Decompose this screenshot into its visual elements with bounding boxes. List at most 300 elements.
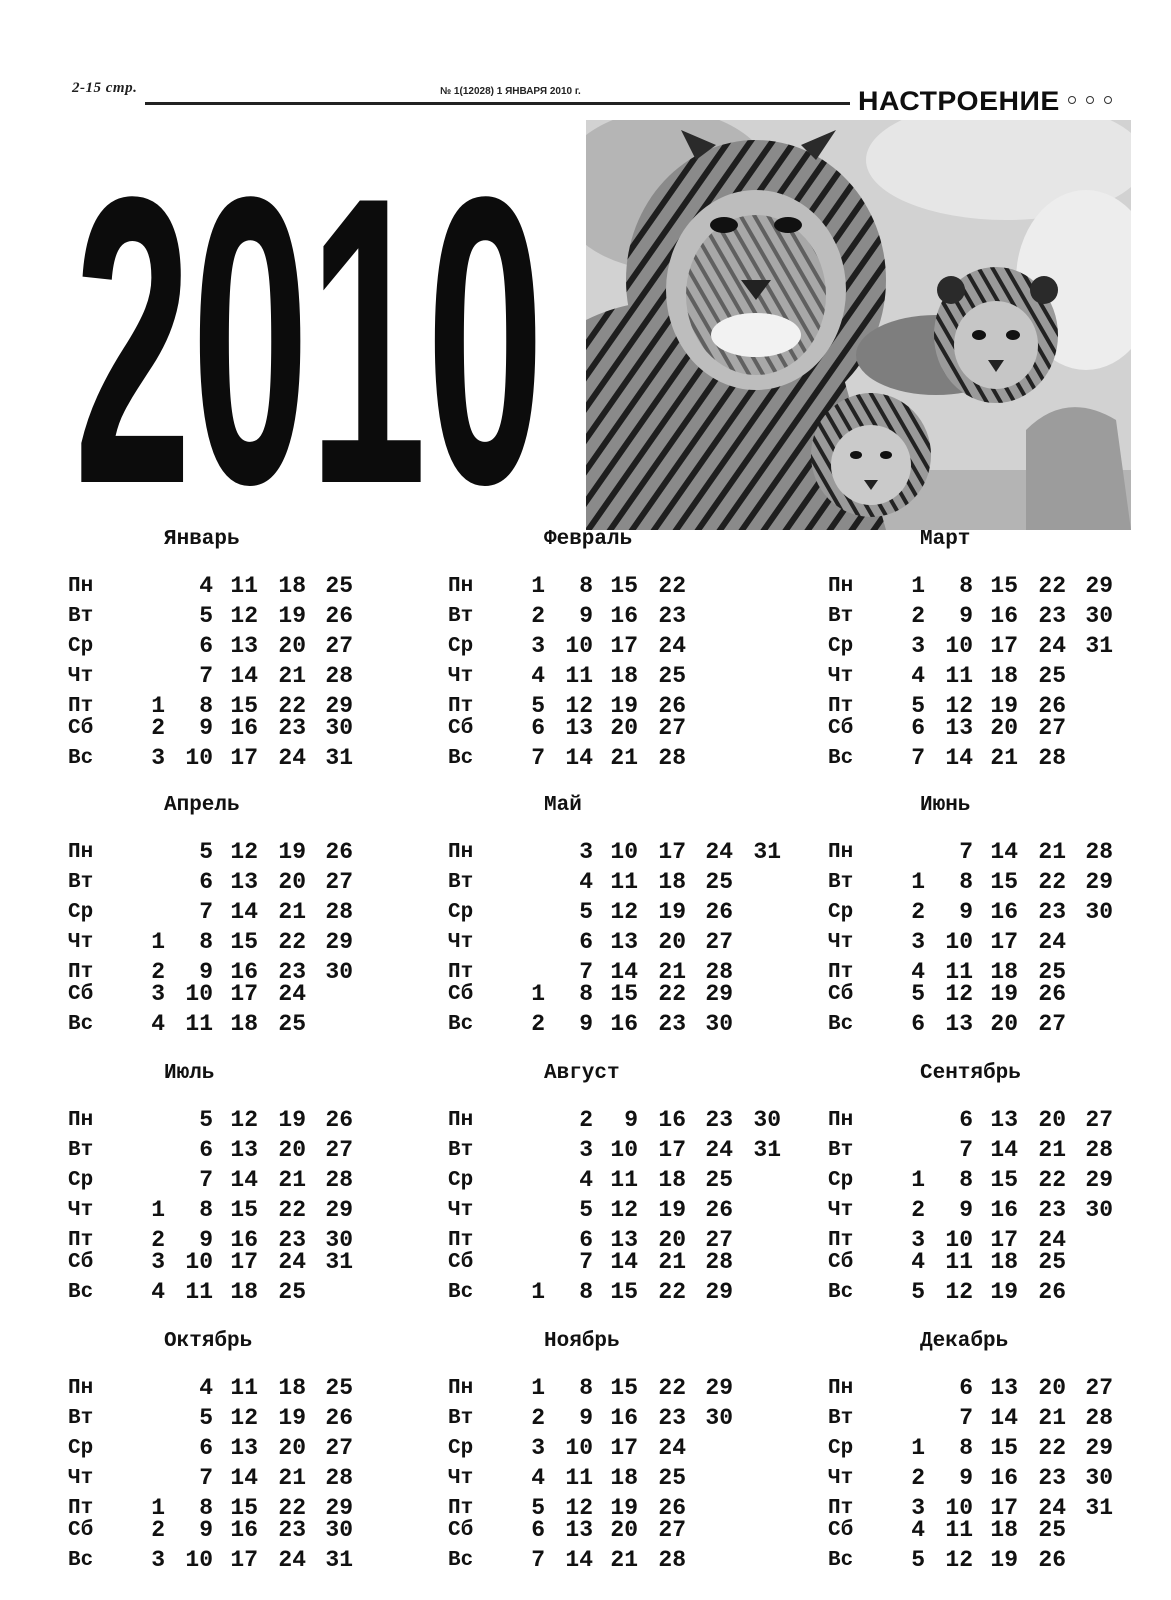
day-number: 20 <box>610 1517 638 1543</box>
day-number: 19 <box>658 1197 686 1223</box>
day-number: 4 <box>151 1011 165 1037</box>
day-number: 18 <box>278 1375 306 1401</box>
day-number: 11 <box>945 1249 973 1275</box>
day-number: 7 <box>199 663 213 689</box>
day-number: 29 <box>1085 1167 1113 1193</box>
day-number: 10 <box>610 839 638 865</box>
weekday-label: Пн <box>448 1109 474 1132</box>
weekday-label: Вт <box>828 871 854 894</box>
weekday-label: Вс <box>828 747 854 770</box>
day-number: 17 <box>658 1137 686 1163</box>
day-number: 19 <box>610 1495 638 1521</box>
day-number: 7 <box>199 1167 213 1193</box>
day-number: 1 <box>531 981 545 1007</box>
day-number: 13 <box>565 1517 593 1543</box>
month-name: Декабрь <box>920 1330 1009 1353</box>
weekday-label: Ср <box>448 1437 474 1460</box>
day-number: 23 <box>278 715 306 741</box>
day-number: 11 <box>565 663 593 689</box>
day-number: 17 <box>610 633 638 659</box>
day-number: 2 <box>531 1011 545 1037</box>
day-number: 11 <box>945 959 973 985</box>
day-number: 20 <box>658 929 686 955</box>
day-number: 26 <box>1038 1547 1066 1573</box>
day-number: 30 <box>753 1107 781 1133</box>
day-number: 18 <box>990 1517 1018 1543</box>
weekday-label: Сб <box>68 1251 94 1274</box>
day-number: 10 <box>945 1495 973 1521</box>
day-number: 29 <box>1085 573 1113 599</box>
month-name: Январь <box>164 528 240 551</box>
day-number: 16 <box>230 959 258 985</box>
month-block <box>828 794 1171 1044</box>
day-number: 17 <box>990 929 1018 955</box>
weekday-label: Сб <box>828 983 854 1006</box>
day-number: 30 <box>705 1405 733 1431</box>
day-number: 25 <box>325 1375 353 1401</box>
day-number: 24 <box>278 745 306 771</box>
day-number: 26 <box>705 899 733 925</box>
day-number: 16 <box>610 1405 638 1431</box>
day-number: 23 <box>278 959 306 985</box>
weekday-label: Пт <box>68 961 94 984</box>
day-number: 9 <box>199 1517 213 1543</box>
weekday-label: Ср <box>828 1437 854 1460</box>
day-number: 14 <box>990 1137 1018 1163</box>
day-number: 2 <box>151 959 165 985</box>
month-name: Октябрь <box>164 1330 253 1353</box>
day-number: 2 <box>531 603 545 629</box>
month-name: Апрель <box>164 794 240 817</box>
day-number: 4 <box>911 959 925 985</box>
day-number: 26 <box>1038 981 1066 1007</box>
day-number: 14 <box>230 1465 258 1491</box>
day-number: 19 <box>610 693 638 719</box>
day-number: 20 <box>610 715 638 741</box>
weekday-label: Пн <box>68 575 94 598</box>
weekday-label: Сб <box>448 1519 474 1542</box>
day-number: 1 <box>911 869 925 895</box>
weekday-label: Вт <box>448 871 474 894</box>
weekday-label: Пн <box>828 1109 854 1132</box>
day-number: 11 <box>185 1011 213 1037</box>
day-number: 31 <box>753 839 781 865</box>
day-number: 25 <box>705 1167 733 1193</box>
day-number: 28 <box>705 959 733 985</box>
weekday-label: Ср <box>68 1169 94 1192</box>
day-number: 26 <box>705 1197 733 1223</box>
day-number: 23 <box>1038 1465 1066 1491</box>
day-number: 23 <box>658 1405 686 1431</box>
day-number: 28 <box>325 1167 353 1193</box>
day-number: 26 <box>1038 693 1066 719</box>
weekday-label: Чт <box>68 1199 94 1222</box>
day-number: 12 <box>945 981 973 1007</box>
day-number: 21 <box>1038 1405 1066 1431</box>
day-number: 7 <box>959 1137 973 1163</box>
day-number: 11 <box>945 663 973 689</box>
day-number: 30 <box>325 715 353 741</box>
day-number: 13 <box>565 715 593 741</box>
day-number: 25 <box>658 663 686 689</box>
day-number: 20 <box>1038 1107 1066 1133</box>
day-number: 19 <box>990 981 1018 1007</box>
weekday-label: Пт <box>828 1229 854 1252</box>
day-number: 6 <box>531 1517 545 1543</box>
day-number: 23 <box>278 1227 306 1253</box>
weekday-label: Чт <box>828 1199 854 1222</box>
day-number: 22 <box>278 693 306 719</box>
day-number: 5 <box>199 1107 213 1133</box>
day-number: 14 <box>230 663 258 689</box>
day-number: 10 <box>610 1137 638 1163</box>
weekday-label: Сб <box>68 717 94 740</box>
weekday-label: Ср <box>828 901 854 924</box>
day-number: 30 <box>1085 899 1113 925</box>
day-number: 4 <box>911 663 925 689</box>
weekday-label: Пт <box>828 1497 854 1520</box>
day-number: 8 <box>579 1279 593 1305</box>
day-number: 13 <box>230 633 258 659</box>
day-number: 14 <box>945 745 973 771</box>
weekday-label: Вс <box>448 1013 474 1036</box>
day-number: 29 <box>1085 869 1113 895</box>
day-number: 30 <box>1085 603 1113 629</box>
day-number: 19 <box>990 1279 1018 1305</box>
day-number: 7 <box>531 1547 545 1573</box>
day-number: 30 <box>705 1011 733 1037</box>
day-number: 2 <box>531 1405 545 1431</box>
day-number: 15 <box>610 1279 638 1305</box>
weekday-label: Пн <box>68 1377 94 1400</box>
day-number: 6 <box>199 869 213 895</box>
day-number: 10 <box>945 1227 973 1253</box>
day-number: 21 <box>1038 1137 1066 1163</box>
day-number: 6 <box>911 715 925 741</box>
day-number: 22 <box>1038 1167 1066 1193</box>
day-number: 21 <box>990 745 1018 771</box>
weekday-label: Чт <box>448 665 474 688</box>
day-number: 6 <box>199 1435 213 1461</box>
day-number: 9 <box>959 899 973 925</box>
day-number: 12 <box>945 1279 973 1305</box>
day-number: 2 <box>911 603 925 629</box>
day-number: 25 <box>1038 1517 1066 1543</box>
day-number: 3 <box>151 1249 165 1275</box>
weekday-label: Пт <box>828 695 854 718</box>
day-number: 5 <box>199 1405 213 1431</box>
weekday-label: Пн <box>828 1377 854 1400</box>
day-number: 22 <box>278 929 306 955</box>
weekday-label: Сб <box>68 1519 94 1542</box>
day-number: 14 <box>565 745 593 771</box>
day-number: 24 <box>278 981 306 1007</box>
day-number: 16 <box>230 1517 258 1543</box>
day-number: 24 <box>1038 1227 1066 1253</box>
weekday-label: Ср <box>68 635 94 658</box>
day-number: 20 <box>278 1137 306 1163</box>
day-number: 19 <box>990 1547 1018 1573</box>
day-number: 21 <box>658 959 686 985</box>
weekday-label: Ср <box>448 1169 474 1192</box>
day-number: 25 <box>1038 663 1066 689</box>
day-number: 31 <box>325 1547 353 1573</box>
month-name: Ноябрь <box>544 1330 620 1353</box>
weekday-label: Сб <box>828 1519 854 1542</box>
day-number: 12 <box>565 1495 593 1521</box>
day-number: 31 <box>1085 1495 1113 1521</box>
day-number: 1 <box>911 573 925 599</box>
day-number: 21 <box>1038 839 1066 865</box>
day-number: 26 <box>325 603 353 629</box>
day-number: 8 <box>959 573 973 599</box>
day-number: 12 <box>230 603 258 629</box>
day-number: 8 <box>959 1167 973 1193</box>
day-number: 18 <box>990 959 1018 985</box>
day-number: 24 <box>278 1547 306 1573</box>
day-number: 18 <box>230 1011 258 1037</box>
weekday-label: Пт <box>448 1229 474 1252</box>
day-number: 4 <box>199 1375 213 1401</box>
day-number: 11 <box>185 1279 213 1305</box>
day-number: 8 <box>579 981 593 1007</box>
weekday-label: Вт <box>828 1139 854 1162</box>
day-number: 26 <box>325 839 353 865</box>
day-number: 14 <box>990 839 1018 865</box>
day-number: 5 <box>199 603 213 629</box>
weekday-label: Сб <box>828 1251 854 1274</box>
day-number: 14 <box>610 959 638 985</box>
day-number: 19 <box>278 603 306 629</box>
day-number: 3 <box>579 1137 593 1163</box>
day-number: 13 <box>990 1375 1018 1401</box>
day-number: 18 <box>230 1279 258 1305</box>
day-number: 17 <box>230 981 258 1007</box>
day-number: 9 <box>959 603 973 629</box>
day-number: 12 <box>565 693 593 719</box>
day-number: 24 <box>705 839 733 865</box>
day-number: 21 <box>278 663 306 689</box>
day-number: 10 <box>565 633 593 659</box>
day-number: 28 <box>325 663 353 689</box>
day-number: 17 <box>990 1227 1018 1253</box>
day-number: 22 <box>278 1495 306 1521</box>
day-number: 22 <box>658 981 686 1007</box>
weekday-label: Вс <box>828 1013 854 1036</box>
day-number: 24 <box>1038 929 1066 955</box>
day-number: 22 <box>1038 573 1066 599</box>
day-number: 16 <box>990 603 1018 629</box>
weekday-label: Чт <box>68 1467 94 1490</box>
day-number: 10 <box>945 633 973 659</box>
day-number: 6 <box>959 1107 973 1133</box>
day-number: 30 <box>1085 1465 1113 1491</box>
day-number: 18 <box>990 1249 1018 1275</box>
weekday-label: Ср <box>448 901 474 924</box>
day-number: 24 <box>1038 1495 1066 1521</box>
day-number: 27 <box>325 1137 353 1163</box>
day-number: 27 <box>1085 1107 1113 1133</box>
day-number: 5 <box>199 839 213 865</box>
day-number: 26 <box>325 1405 353 1431</box>
day-number: 9 <box>959 1197 973 1223</box>
day-number: 19 <box>658 899 686 925</box>
day-number: 7 <box>959 839 973 865</box>
day-number: 14 <box>230 899 258 925</box>
day-number: 27 <box>658 1517 686 1543</box>
day-number: 28 <box>1085 839 1113 865</box>
day-number: 6 <box>199 633 213 659</box>
day-number: 11 <box>230 1375 258 1401</box>
day-number: 17 <box>230 1249 258 1275</box>
day-number: 5 <box>531 693 545 719</box>
day-number: 20 <box>1038 1375 1066 1401</box>
day-number: 1 <box>151 1197 165 1223</box>
day-number: 23 <box>658 1011 686 1037</box>
month-block <box>828 528 1171 778</box>
day-number: 16 <box>610 1011 638 1037</box>
decorative-dots <box>1068 93 1122 107</box>
weekday-label: Пн <box>68 841 94 864</box>
tiger-illustration <box>586 120 1131 530</box>
day-number: 30 <box>325 959 353 985</box>
day-number: 31 <box>325 1249 353 1275</box>
day-number: 26 <box>1038 1279 1066 1305</box>
day-number: 24 <box>705 1137 733 1163</box>
day-number: 3 <box>911 929 925 955</box>
day-number: 20 <box>990 1011 1018 1037</box>
day-number: 26 <box>658 693 686 719</box>
weekday-label: Вс <box>448 1549 474 1572</box>
day-number: 8 <box>199 929 213 955</box>
weekday-label: Пт <box>68 1229 94 1252</box>
day-number: 12 <box>610 899 638 925</box>
day-number: 5 <box>579 899 593 925</box>
day-number: 18 <box>610 1465 638 1491</box>
day-number: 17 <box>658 839 686 865</box>
weekday-label: Вт <box>828 605 854 628</box>
weekday-label: Сб <box>448 1251 474 1274</box>
day-number: 28 <box>1085 1405 1113 1431</box>
day-number: 26 <box>325 1107 353 1133</box>
month-name: Июль <box>164 1062 215 1085</box>
day-number: 13 <box>990 1107 1018 1133</box>
day-number: 25 <box>278 1279 306 1305</box>
day-number: 4 <box>579 1167 593 1193</box>
day-number: 12 <box>945 1547 973 1573</box>
weekday-label: Пт <box>448 961 474 984</box>
day-number: 8 <box>579 573 593 599</box>
day-number: 3 <box>911 1227 925 1253</box>
day-number: 28 <box>1085 1137 1113 1163</box>
weekday-label: Сб <box>448 717 474 740</box>
weekday-label: Вт <box>68 605 94 628</box>
day-number: 1 <box>911 1435 925 1461</box>
weekday-label: Пт <box>68 1497 94 1520</box>
day-number: 18 <box>278 573 306 599</box>
day-number: 2 <box>911 1197 925 1223</box>
weekday-label: Вт <box>448 1139 474 1162</box>
day-number: 9 <box>624 1107 638 1133</box>
weekday-label: Вт <box>68 1139 94 1162</box>
day-number: 25 <box>1038 959 1066 985</box>
day-number: 20 <box>990 715 1018 741</box>
day-number: 21 <box>610 1547 638 1573</box>
weekday-label: Вс <box>68 1013 94 1036</box>
day-number: 15 <box>230 929 258 955</box>
section-title: НАСТРОЕНИЕ <box>858 86 1060 116</box>
weekday-label: Пн <box>448 575 474 598</box>
day-number: 24 <box>658 633 686 659</box>
day-number: 14 <box>610 1249 638 1275</box>
day-number: 16 <box>230 715 258 741</box>
day-number: 12 <box>945 693 973 719</box>
day-number: 16 <box>230 1227 258 1253</box>
weekday-label: Вт <box>448 605 474 628</box>
day-number: 4 <box>151 1279 165 1305</box>
weekday-label: Вт <box>828 1407 854 1430</box>
day-number: 2 <box>911 899 925 925</box>
day-number: 8 <box>199 1197 213 1223</box>
day-number: 23 <box>1038 899 1066 925</box>
weekday-label: Пт <box>448 1497 474 1520</box>
day-number: 4 <box>531 1465 545 1491</box>
day-number: 23 <box>1038 1197 1066 1223</box>
day-number: 27 <box>705 1227 733 1253</box>
day-number: 29 <box>705 1375 733 1401</box>
day-number: 17 <box>990 633 1018 659</box>
day-number: 8 <box>199 693 213 719</box>
weekday-label: Чт <box>828 665 854 688</box>
day-number: 29 <box>325 929 353 955</box>
day-number: 1 <box>911 1167 925 1193</box>
weekday-label: Пт <box>448 695 474 718</box>
day-number: 6 <box>579 1227 593 1253</box>
weekday-label: Вс <box>448 1281 474 1304</box>
day-number: 3 <box>151 1547 165 1573</box>
day-number: 15 <box>610 1375 638 1401</box>
day-number: 15 <box>990 869 1018 895</box>
weekday-label: Пн <box>68 1109 94 1132</box>
day-number: 22 <box>278 1197 306 1223</box>
day-number: 14 <box>565 1547 593 1573</box>
day-number: 12 <box>230 1405 258 1431</box>
day-number: 1 <box>531 573 545 599</box>
day-number: 1 <box>151 693 165 719</box>
day-number: 6 <box>579 929 593 955</box>
day-number: 4 <box>199 573 213 599</box>
weekday-label: Пн <box>448 1377 474 1400</box>
day-number: 15 <box>230 1495 258 1521</box>
day-number: 9 <box>959 1465 973 1491</box>
day-number: 18 <box>658 869 686 895</box>
month-name: Март <box>920 528 971 551</box>
weekday-label: Вс <box>68 1549 94 1572</box>
day-number: 9 <box>199 1227 213 1253</box>
day-number: 3 <box>531 633 545 659</box>
day-number: 19 <box>278 839 306 865</box>
weekday-label: Чт <box>448 1199 474 1222</box>
month-block <box>828 1330 1171 1580</box>
day-number: 15 <box>610 573 638 599</box>
day-number: 16 <box>990 899 1018 925</box>
year-title <box>74 110 574 520</box>
day-number: 25 <box>705 869 733 895</box>
day-number: 12 <box>230 839 258 865</box>
month-name: Август <box>544 1062 620 1085</box>
day-number: 9 <box>199 715 213 741</box>
weekday-label: Ср <box>68 1437 94 1460</box>
